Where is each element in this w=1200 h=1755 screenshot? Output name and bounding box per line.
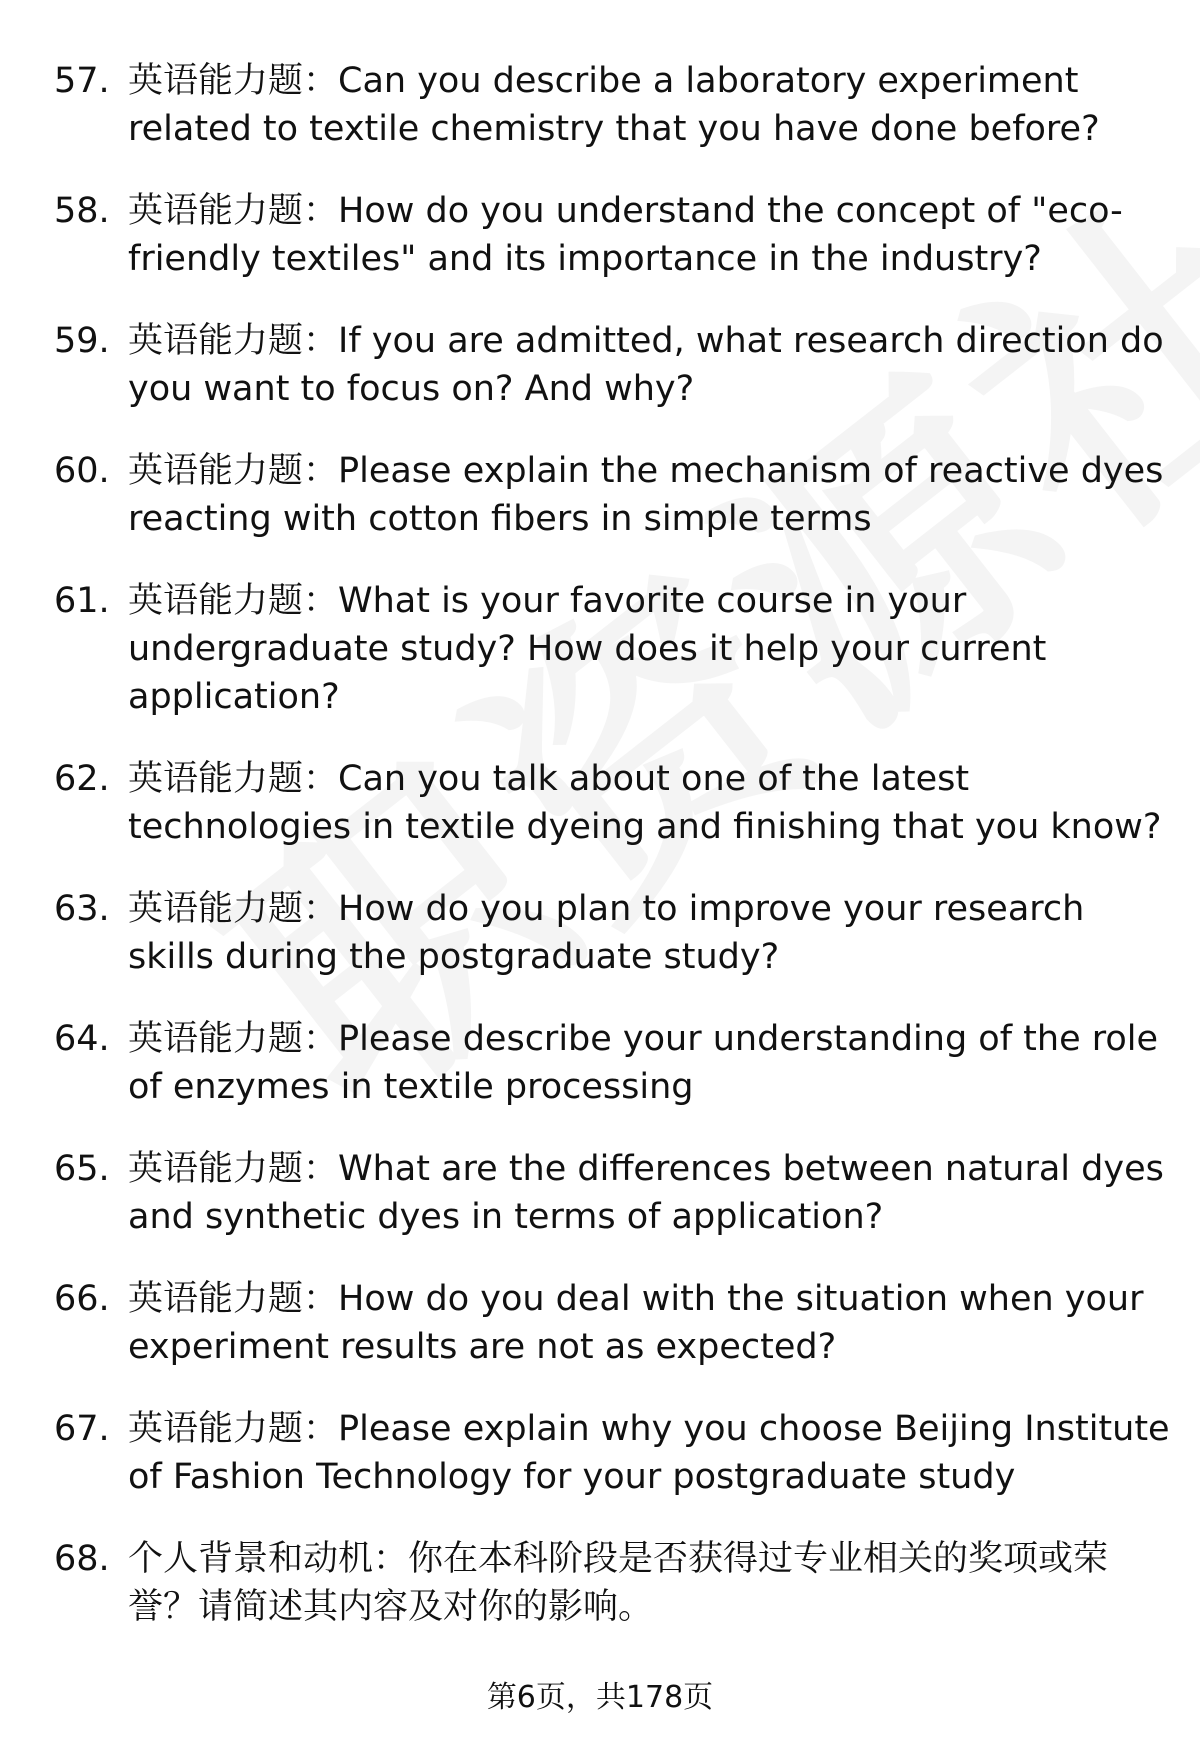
question-number: 68. — [54, 1539, 110, 1579]
list-item — [0, 187, 1200, 283]
question-text: 英语能力题：How do you plan to improve your research skills during the postgraduate study? — [128, 889, 1085, 977]
question-number: 59. — [54, 321, 110, 361]
question-number: 58. — [54, 191, 110, 231]
list-item — [0, 317, 1200, 413]
list-item — [0, 57, 1200, 153]
question-text: 英语能力题：What are the differences between natural dyes and synthetic dyes in terms of application? — [128, 1149, 1164, 1237]
question-list — [0, 57, 1200, 1665]
question-text: 英语能力题：How do you deal with the situation when your experiment results are not as expected? — [128, 1279, 1144, 1367]
question-number: 67. — [54, 1409, 110, 1449]
question-text: 英语能力题：Can you describe a laboratory experiment related to textile chemistry that you have done before? — [128, 61, 1100, 149]
question-number: 65. — [54, 1149, 110, 1189]
question-text: 英语能力题：How do you understand the concept of "eco-friendly textiles" and its importance in the industry? — [128, 191, 1123, 279]
list-item — [0, 755, 1200, 851]
list-item — [0, 1145, 1200, 1241]
question-number: 57. — [54, 61, 110, 101]
question-text: 英语能力题：Please explain the mechanism of reactive dyes reacting with cotton fibers in simple terms — [128, 451, 1164, 539]
question-text: 英语能力题：Can you talk about one of the latest technologies in textile dyeing and finishing that you know? — [128, 759, 1162, 847]
question-number: 63. — [54, 889, 110, 929]
question-number: 64. — [54, 1019, 110, 1059]
list-item — [0, 577, 1200, 721]
list-item — [0, 1535, 1200, 1631]
question-number: 66. — [54, 1279, 110, 1319]
question-text: 英语能力题：If you are admitted, what research direction do you want to focus on? And why? — [128, 321, 1164, 409]
list-item — [0, 1405, 1200, 1501]
question-number: 60. — [54, 451, 110, 491]
question-text: 英语能力题：Please explain why you choose Beijing Institute of Fashion Technology for your postgraduate study — [128, 1409, 1170, 1497]
list-item — [0, 1275, 1200, 1371]
list-item — [0, 885, 1200, 981]
question-text: 英语能力题：What is your favorite course in your undergraduate study? How does it help your current application? — [128, 581, 1047, 717]
question-text: 个人背景和动机：你在本科阶段是否获得过专业相关的奖项或荣誉？请简述其内容及对你的影响。 — [128, 1539, 1109, 1627]
question-number: 61. — [54, 581, 110, 621]
question-text: 英语能力题：Please describe your understanding of the role of enzymes in textile processing — [128, 1019, 1159, 1107]
page-indicator: 第6页，共178页 — [486, 1680, 714, 1715]
list-item — [0, 1015, 1200, 1111]
question-number: 62. — [54, 759, 110, 799]
list-item — [0, 447, 1200, 543]
